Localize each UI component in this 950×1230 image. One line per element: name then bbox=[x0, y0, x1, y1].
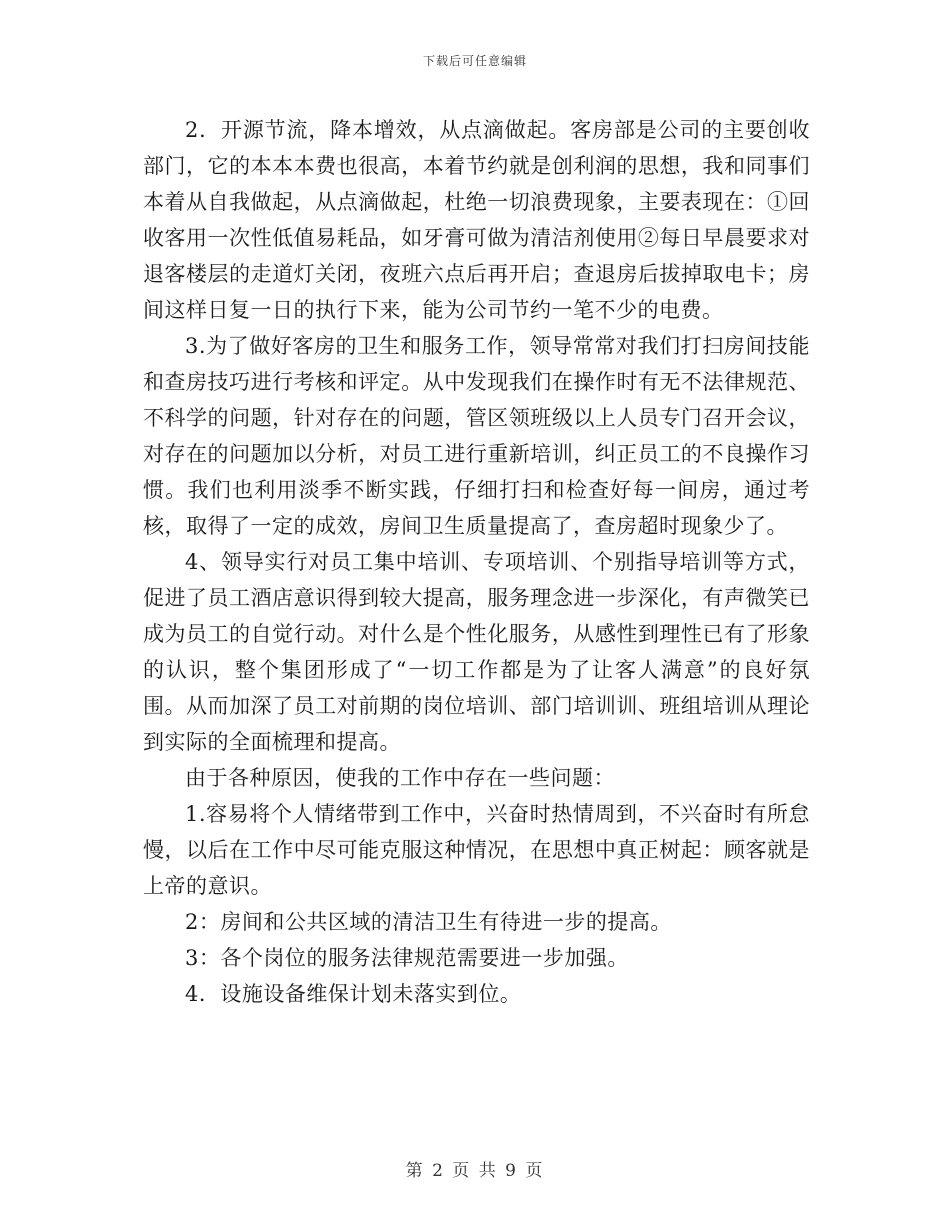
paragraph-cost-saving: 2．开源节流，降本增效，从点滴做起。客房部是公司的主要创收部门，它的本本本费也很高，本着节约就是创利润的思想，我和同事们本着从自我做起，从点滴做起，杜绝一切浪费现象，主要表现在：①回收客用一次性低值易耗品，如牙膏可做为清洁剂使用②每日早晨要求对退客楼层的走道灯关闭，夜班六点后再开启；查退房后拔掉取电卡；房间这样日复一日的执行下来，能为公司节约一笔不少的电费。 bbox=[143, 118, 810, 322]
problem-item-4: 4．设施设备维保计划未落实到位。 bbox=[185, 982, 522, 1006]
problem-item-3: 3：各个岗位的服务法律规范需要进一步加强。 bbox=[185, 946, 629, 970]
problem-item-1: 1.容易将个人情绪带到工作中，兴奋时热情周到，不兴奋时有所怠慢，以后在工作中尽可能克服这种情况，在思想中真正树起：顾客就是上帝的意识。 bbox=[143, 802, 810, 898]
paragraph-hygiene-service: 3.为了做好客房的卫生和服务工作，领导常常对我们打扫房间技能和查房技巧进行考核和评定。从中发现我们在操作时有无不法律规范、不科学的问题，针对存在的问题，管区领班级以上人员专门召开会议，对存在的问题加以分析，对员工进行重新培训，纠正员工的不良操作习惯。我们也利用淡季不断实践，仔细打扫和检查好每一间房，通过考核，取得了一定的成效，房间卫生质量提高了，查房超时现象少了。 bbox=[143, 334, 810, 538]
paragraph-training: 4、领导实行对员工集中培训、专项培训、个别指导培训等方式，促进了员工酒店意识得到较大提高，服务理念进一步深化，有声微笑已成为员工的自觉行动。对什么是个性化服务，从感性到理性已有了形象的认识，整个集团形成了“一切工作都是为了让客人满意”的良好氛围。从而加深了员工对前期的岗位培训、部门培训训、班组培训从理论到实际的全面梳理和提高。 bbox=[143, 550, 810, 754]
page-header: 下载后可任意编辑 bbox=[422, 54, 527, 68]
paragraph-problems-intro: 由于各种原因，使我的工作中存在一些问题： bbox=[185, 766, 615, 790]
problem-item-2: 2：房间和公共区域的清洁卫生有待进一步的提高。 bbox=[185, 910, 672, 934]
page-number: 第 2 页 共 9 页 bbox=[405, 1161, 545, 1181]
document-body bbox=[143, 112, 810, 1012]
